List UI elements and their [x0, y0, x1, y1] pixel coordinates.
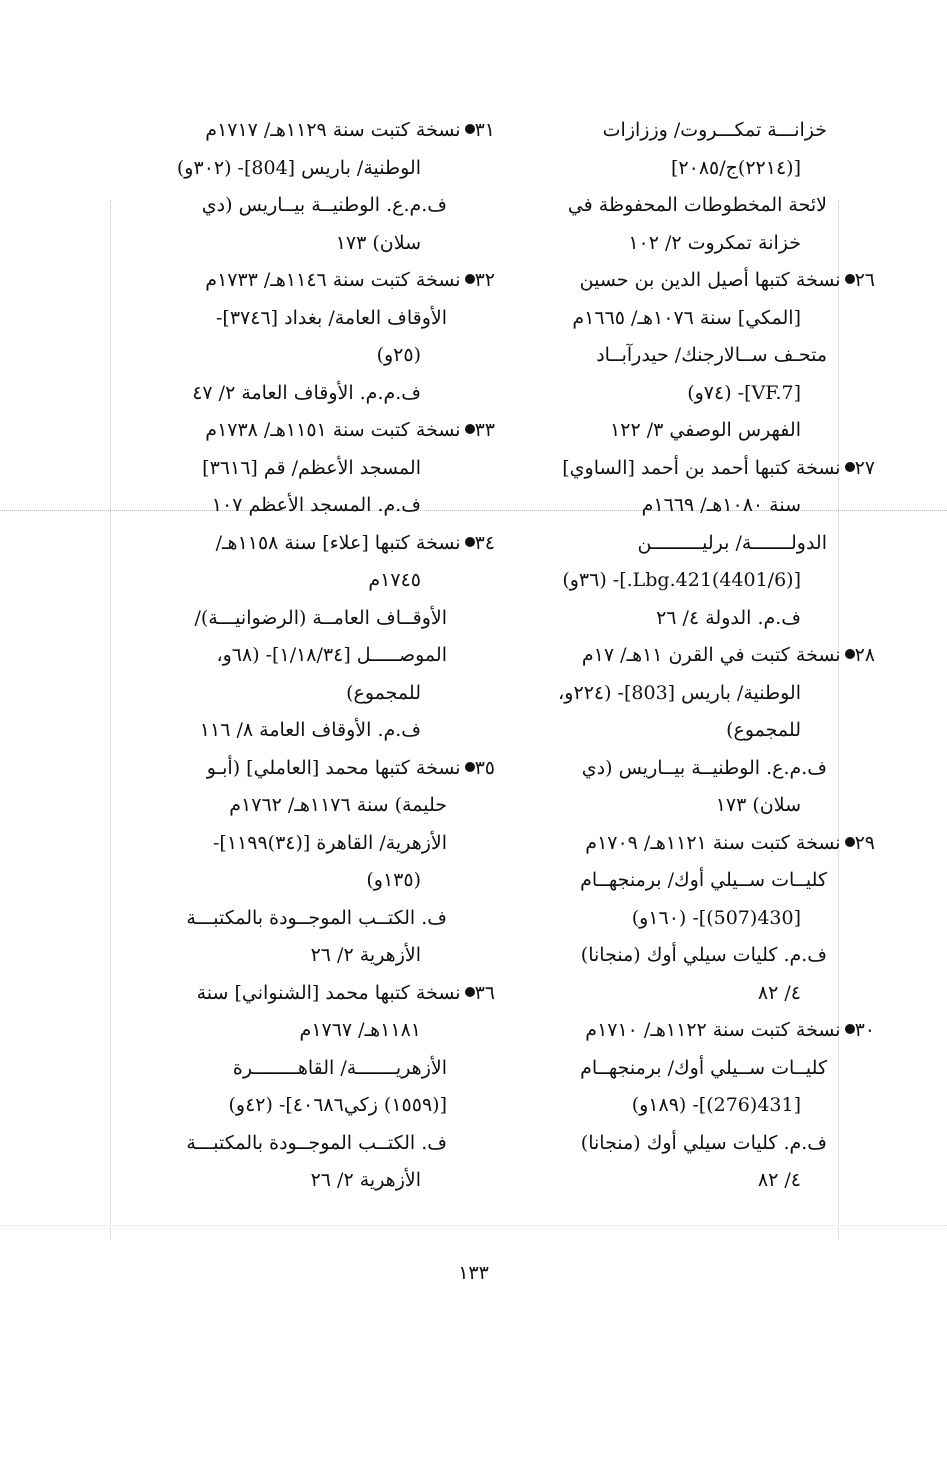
bullet-icon [465, 424, 475, 434]
entry-line: ف.م.ع. الوطنيــة بيــاريس (دي [581, 756, 827, 779]
entry-line: سنة ١٠٨٠هـ/ ١٦٦٩م [641, 494, 801, 516]
entry-line: (٢٥و) [376, 344, 421, 366]
entry-line: نسخة كتبت سنة ١١٥١هـ/ ١٧٣٨م [205, 419, 461, 441]
entry-line: ٤/ ٨٢ [757, 981, 801, 1004]
entry-line: [VF.7]- (٧٤و) [687, 381, 801, 404]
entry-line: نسخة كتبت سنة ١١٤٦هـ/ ١٧٣٣م [205, 269, 461, 291]
bullet-icon [465, 274, 475, 284]
entry-number: ٢٦ [854, 269, 875, 291]
entry-line: الموصـــــل [١/١٨/٣٤]- (٦٨و، [216, 644, 447, 666]
bullet-icon [465, 537, 475, 547]
entry-line: الوطنية/ باريس [803]- (٢٢٤و، [558, 681, 801, 704]
entry-line: الأزهرية ٢/ ٢٦ [310, 944, 421, 966]
entry-line: ف.م. كليات سيلي أوك (منجانا) [580, 944, 827, 966]
right-margin-guide [838, 200, 839, 1240]
entry-line: نسخة كتبها أصيل الدين بن حسين [579, 269, 841, 291]
entry-line: (١٣٥و) [366, 869, 421, 891]
entry-28-header [492, 637, 875, 675]
entry-line: نسخة كتبها أحمد بن أحمد [الساوي] [562, 456, 841, 479]
entry-line: ف.م. الأوقاف العامة ٨/ ١١٦ [199, 719, 421, 741]
entry-line: ف.م. الدولة ٤/ ٢٦ [656, 606, 801, 629]
entry-line: الأزهرية/ القاهرة [(٣٤)١١٩٩]- [212, 831, 447, 854]
entry-line: المسجد الأعظم/ قم [٣٦١٦] [202, 456, 421, 479]
entry-number: ٣٠ [854, 1019, 875, 1041]
entry-line: خزانة تمكروت ٢/ ١٠٢ [628, 231, 801, 254]
entry-line: [(٢٢١٤)ج/٢٠٨٥] [671, 156, 801, 179]
entry-line: حليمة) سنة ١١٧٦هـ/ ١٧٦٢م [229, 794, 447, 816]
entry-34-header [112, 525, 495, 563]
entry-line: ف.م. المسجد الأعظم ١٠٧ [211, 494, 421, 516]
entry-line: ١١٨١هـ/ ١٧٦٧م [299, 1019, 421, 1041]
entry-30-header [492, 1012, 875, 1050]
entry-line: نسخة كتبت سنة ١١٢١هـ/ ١٧٠٩م [585, 831, 841, 854]
entry-line: للمجموع) [346, 681, 421, 704]
entry-line: الفهرس الوصفي ٣/ ١٢٢ [610, 419, 801, 441]
entry-line: ف.م.م. الأوقاف العامة ٢/ ٤٧ [192, 381, 421, 404]
entry-line: الأوقــاف العامــة (الرضوانيـــة)/ [194, 606, 447, 629]
bullet-icon [845, 837, 855, 847]
entry-31-header [112, 112, 495, 150]
bullet-icon [845, 462, 855, 472]
entry-line: ف. الكتــب الموجــودة بالمكتبـــة [186, 906, 447, 929]
entry-number: ٢٨ [854, 644, 875, 666]
entry-26-header [492, 262, 875, 300]
entry-line: خزانـــة تمكـــروت/ وززازات [602, 119, 827, 141]
bullet-icon [465, 124, 475, 134]
entry-number: ٣٢ [474, 269, 495, 291]
entry-line: نسخة كتبها محمد [العاملي] (أبـو [206, 756, 461, 779]
entry-line: الدولـــــــة/ برليـــــــــن [637, 531, 827, 554]
entry-line: سلان) ١٧٣ [715, 794, 801, 816]
entry-line: [المكي] سنة ١٠٧٦هـ/ ١٦٦٥م [572, 306, 801, 329]
entry-27-header [492, 450, 875, 488]
entry-line: [431(276)]- (١٨٩و) [631, 1094, 801, 1116]
entry-35-header [112, 750, 495, 788]
bullet-icon [845, 649, 855, 659]
entry-line: ١٧٤٥م [368, 569, 421, 591]
entry-line: ف.م.ع. الوطنيــة بيــاريس (دي [201, 194, 447, 216]
left-column [112, 112, 495, 1200]
entry-line: نسخة كتبت سنة ١١٢٢هـ/ ١٧١٠م [585, 1019, 841, 1041]
bullet-icon [845, 274, 855, 284]
entry-line: [(١٥٥٩) زكي٤٠٦٨٦]- (٤٢و) [228, 1094, 447, 1116]
bottom-guide [0, 1225, 947, 1226]
entry-number: ٣٤ [474, 531, 495, 554]
entry-line: [(4401/6)Lbg.421.]- (٣٦و) [562, 569, 801, 591]
entry-number: ٣١ [474, 119, 495, 141]
entry-line: للمجموع) [726, 719, 801, 741]
entry-line: الأوقاف العامة/ بغداد [٣٧٤٦]- [215, 306, 447, 329]
entry-number: ٣٥ [474, 756, 495, 779]
entry-line: كليــات ســيلي أوك/ برمنجهــام [580, 869, 827, 891]
entry-36-header [112, 975, 495, 1013]
entry-29-header [492, 825, 875, 863]
entry-line: ف.م. كليات سيلي أوك (منجانا) [580, 1131, 827, 1154]
entry-number: ٣٦ [474, 981, 495, 1004]
entry-line: الوطنية/ باريس [804]- (٣٠٢و) [176, 156, 421, 179]
entry-line: الأزهريـــــــة/ القاهــــــــرة [232, 1056, 447, 1079]
entry-line: لائحة المخطوطات المحفوظة في [567, 194, 827, 216]
entry-line: ٤/ ٨٢ [757, 1169, 801, 1191]
entry-number: ٢٧ [854, 456, 875, 479]
entry-32-header [112, 262, 495, 300]
entry-line: ف. الكتــب الموجــودة بالمكتبـــة [186, 1131, 447, 1154]
entry-line: [430(507)]- (١٦٠و) [631, 906, 801, 929]
entry-line: نسخة كتبت سنة ١١٢٩هـ/ ١٧١٧م [205, 119, 461, 141]
bullet-icon [465, 987, 475, 997]
entry-line: كليــات ســيلي أوك/ برمنجهــام [580, 1056, 827, 1079]
entry-line: نسخة كتبها محمد [الشنواني] سنة [196, 981, 461, 1004]
bullet-icon [845, 1024, 855, 1034]
right-column [492, 112, 875, 1200]
entry-line: سلان) ١٧٣ [335, 231, 421, 254]
entry-line: متحـف ســالارجنك/ حيدرآبــاد [596, 344, 827, 366]
entry-number: ٣٣ [474, 419, 495, 441]
entry-line: الأزهرية ٢/ ٢٦ [310, 1169, 421, 1191]
entry-line: نسخة كتبت في القرن ١١هـ/ ١٧م [581, 644, 841, 666]
entry-number: ٢٩ [854, 831, 875, 854]
page-number: ١٣٣ [458, 1262, 489, 1284]
entry-line: نسخة كتبها [علاء] سنة ١١٥٨هـ/ [215, 531, 461, 554]
entry-33-header [112, 412, 495, 450]
bullet-icon [465, 762, 475, 772]
left-margin-guide [110, 200, 111, 1240]
